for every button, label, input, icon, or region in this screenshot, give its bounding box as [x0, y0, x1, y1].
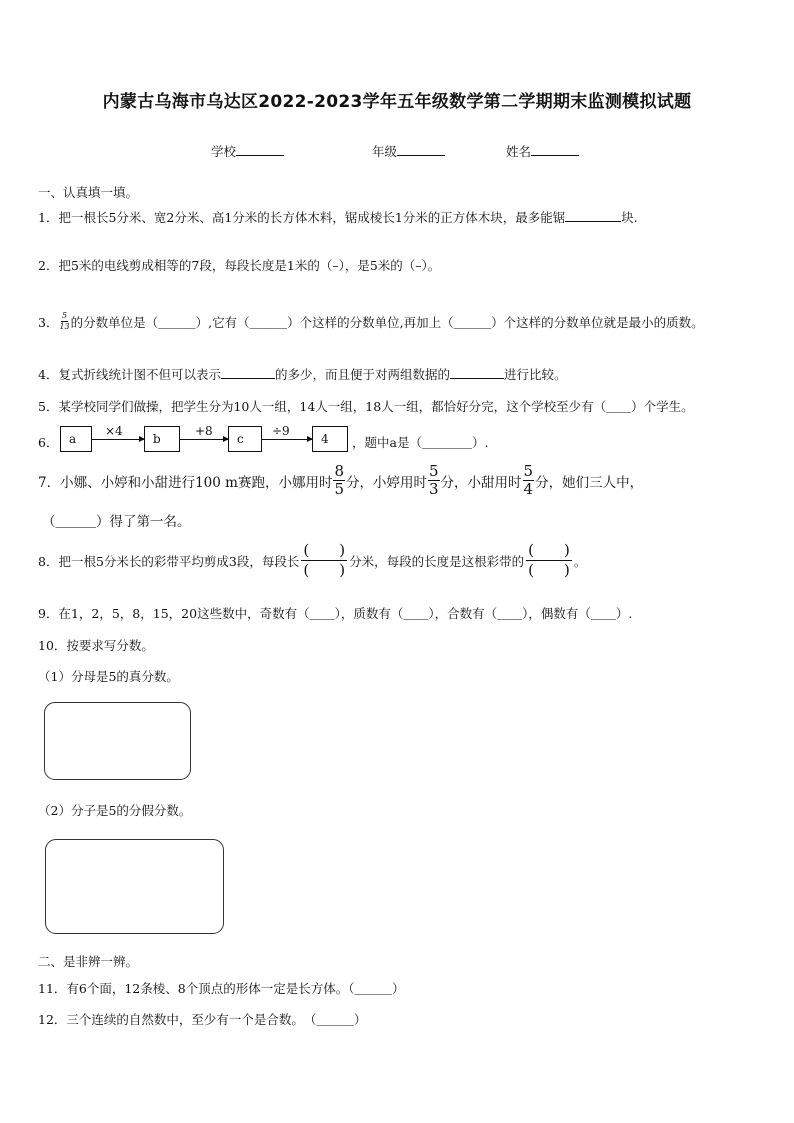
answer-fraction-ratio[interactable]	[526, 543, 572, 578]
fraction	[59, 312, 69, 331]
question-1	[38, 208, 638, 226]
question-number: 5．	[38, 399, 59, 414]
flow-op-multiply: ×4	[105, 424, 123, 438]
question-number: 4．	[38, 367, 59, 382]
question-text-c: 进行比较。	[503, 367, 567, 382]
question-4	[38, 365, 567, 383]
question-text-b: 分，小婷用时	[346, 474, 427, 491]
answer-box-1[interactable]	[44, 702, 191, 780]
flow-box-b: b	[144, 426, 180, 452]
question-number: 3．	[38, 314, 59, 330]
answer-blank[interactable]	[450, 365, 504, 379]
question-text: 某学校同学们做操，把学生分为10人一组，14人一组，18人一组，都恰好分完，这个学校至少有（＿＿）个学生。	[58, 399, 694, 414]
grade-label: 年级	[372, 144, 398, 159]
grade-blank[interactable]	[397, 142, 445, 156]
question-2	[38, 256, 440, 274]
flow-arrow	[180, 439, 228, 440]
paren-blank[interactable]: ( )	[528, 541, 570, 559]
question-text-b: 分米，每段的长度是这根彩带的	[349, 553, 525, 569]
section-heading-1: 一、认真填一填。	[38, 185, 139, 200]
question-number: 10．	[38, 638, 67, 653]
paren-blank[interactable]: ( )	[528, 561, 570, 579]
question-7-line-2: （＿＿＿）得了第一名。	[42, 514, 191, 530]
answer-blank[interactable]	[565, 208, 621, 222]
fraction-denominator: 3	[429, 480, 439, 498]
fraction-xiaona	[333, 464, 345, 497]
flow-arrow	[92, 439, 144, 440]
school-blank[interactable]	[236, 142, 284, 156]
question-number: 11．	[38, 981, 67, 996]
question-10-sub-2: （2）分子是5的分假分数。	[38, 803, 192, 818]
question-text: 有6个面，12条棱、8个顶点的形体一定是长方体。（＿＿＿）	[66, 981, 405, 996]
question-11	[38, 979, 404, 997]
question-text-b: 的多少，而且便于对两组数据的	[274, 367, 450, 382]
school-field	[211, 142, 284, 160]
question-7	[38, 464, 643, 497]
page-title: 内蒙古乌海市乌达区2022-2023学年五年级数学第二学期期末监测模拟试题	[102, 92, 692, 112]
question-number: 7．	[38, 474, 61, 491]
question-8	[38, 543, 586, 578]
flow-box-c: c	[228, 426, 262, 452]
question-text-d: 分，她们三人中，	[535, 474, 644, 491]
answer-fraction-length[interactable]	[301, 543, 347, 578]
question-text-a: 小娜、小婷和小甜进行100 m赛跑，小娜用时	[60, 474, 333, 491]
question-text: 三个连续的自然数中，至少有一个是合数。 （＿＿＿）	[66, 1012, 367, 1027]
school-label: 学校	[211, 144, 237, 159]
question-10-sub-1: （1）分母是5的真分数。	[38, 669, 179, 684]
fraction-denominator: 4	[523, 480, 534, 498]
question-12	[38, 1010, 366, 1028]
question-3	[38, 312, 704, 331]
fraction-numerator: 5	[62, 311, 68, 320]
name-field	[506, 142, 579, 160]
fraction-numerator: 5	[429, 462, 439, 480]
fraction-numerator: 8	[334, 462, 344, 480]
question-text-c: 。	[573, 553, 587, 569]
name-blank[interactable]	[531, 142, 579, 156]
question-number: 9．	[38, 606, 59, 621]
fraction-denominator: 5	[334, 480, 344, 498]
question-number: 6．	[38, 435, 59, 450]
name-label: 姓名	[506, 144, 532, 159]
question-5	[38, 397, 694, 415]
paren-blank[interactable]: ( )	[303, 561, 346, 579]
question-text: ，题中a是（＿＿＿＿）.	[352, 435, 489, 450]
fraction-xiaotian	[523, 464, 535, 497]
question-text-a: 把一根5分米长的彩带平均剪成3段，每段长	[58, 553, 300, 569]
question-text: 按要求写分数。	[66, 638, 154, 653]
question-number: 12．	[38, 1012, 67, 1027]
question-number: 2．	[38, 258, 59, 273]
question-text: 把一根长5分米、宽2分米、高1分米的长方体木料，锯成棱长1分米的正方体木块，最多能锯	[58, 210, 566, 225]
flow-op-add: +8	[195, 424, 213, 438]
grade-field	[372, 142, 445, 160]
question-text-a: 复式折线统计图不但可以表示	[58, 367, 221, 382]
question-9	[38, 604, 632, 622]
question-number: 8．	[38, 553, 59, 569]
question-text: 的分数单位是（＿＿＿）,它有（＿＿＿）个这样的分数单位,再加上（＿＿＿）个这样的分数单位就是最小的质数。	[70, 314, 704, 330]
answer-blank[interactable]	[221, 365, 275, 379]
fraction-xiaoting	[428, 464, 440, 497]
flow-box-a: a	[60, 426, 92, 452]
flow-arrow	[262, 439, 312, 440]
question-text-c: 分，小甜用时	[440, 474, 522, 491]
flow-box-result: 4	[312, 426, 348, 452]
question-10	[38, 636, 154, 654]
flow-op-divide: ÷9	[272, 424, 290, 438]
answer-box-2[interactable]	[45, 839, 224, 934]
fraction-denominator: 13	[59, 322, 70, 331]
fraction-numerator: 5	[523, 462, 534, 480]
question-number: 1．	[38, 210, 59, 225]
section-heading-2: 二、是非辨一辨。	[38, 954, 139, 969]
question-text: 把5米的电线剪成相等的7段，每段长度是1米的（–），是5米的（–）。	[58, 258, 441, 273]
question-tail: 块.	[621, 210, 638, 225]
paren-blank[interactable]: ( )	[303, 541, 346, 559]
question-text: 在1，2，5，8，15，20这些数中，奇数有（＿＿），质数有（＿＿），合数有（＿＿），偶数有（＿＿）.	[58, 606, 633, 621]
